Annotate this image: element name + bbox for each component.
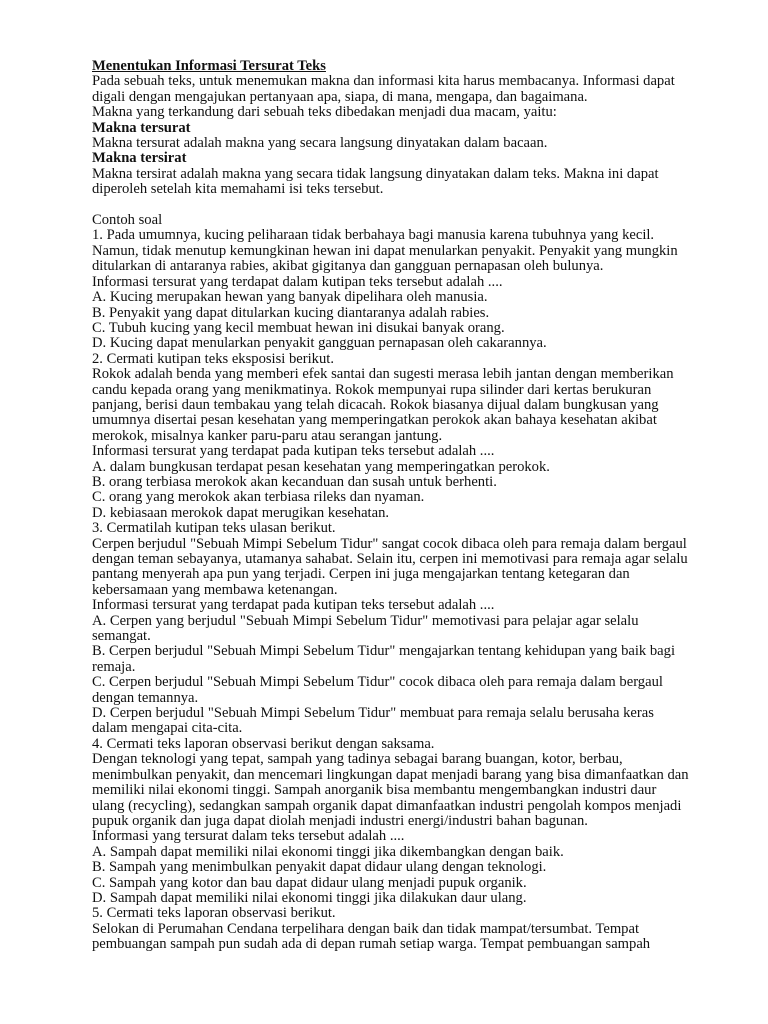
text-line: pupuk organik dan juga dapat diolah menjadi industri energi/industri bahan bagunan. [92,812,588,829]
text-line: B. Sampah yang menimbulkan penyakit dapat didaur ulang dengan teknologi. [92,859,547,876]
text-line: Namun, tidak menutup kemungkinan hewan ini dapat menularkan penyakit. Penyakit yang mungkin [92,242,678,259]
text-line: Makna tersurat adalah makna yang secara langsung dinyatakan dalam bacaan. [92,135,548,152]
text-line: B. Cerpen berjudul "Sebuah Mimpi Sebelum Tidur" mengajarkan tentang kehidupan yang baik bagi [92,643,675,660]
section-heading: Makna tersirat [92,150,187,167]
text-line: 2. Cermati kutipan teks eksposisi berikut. [92,350,334,367]
text-line: menimbulkan penyakit, dan mencemari lingkungan dapat menjadi barang yang bisa dimanfaatkan dan [92,766,689,783]
text-line: merokok, misalnya kanker paru-paru atau serangan jantung. [92,427,443,444]
text-line: diperoleh setelah kita memahami isi teks tersebut. [92,181,384,198]
text-line: Makna yang terkandung dari sebuah teks dibedakan menjadi dua macam, yaitu: [92,104,557,121]
text-line: panjang, berisi daun tembakau yang telah dicacah. Rokok biasanya dijual dalam bungkusan yang [92,396,659,413]
text-line: Informasi tersurat yang terdapat pada kutipan teks tersebut adalah .... [92,443,495,460]
section-heading: Makna tersurat [92,119,191,136]
text-line: C. Cerpen berjudul "Sebuah Mimpi Sebelum Tidur" cocok dibaca oleh para remaja dalam bergaul [92,674,663,691]
document-page [92,59,752,953]
text-line: dengan temannya. [92,689,199,706]
text-line: memiliki nilai ekonomi tinggi. Sampah anorganik bisa membantu mengembangkan industri daur [92,782,657,799]
text-line: ditularkan di antaranya rabies, akibat gigitanya dan gangguan pernapasan oleh bulunya. [92,258,604,275]
text-line: ulang (recycling), sedangkan sampah organik dapat dimanfaatkan industri pengolah kompos menjadi [92,797,682,814]
text-line: pembuangan sampah pun sudah ada di depan rumah setiap warga. Tempat pembuangan sampah [92,936,651,953]
text-line: B. orang terbiasa merokok akan kecanduan dan susah untuk berhenti. [92,473,497,490]
text-line: 5. Cermati teks laporan observasi berikut. [92,905,336,922]
text-line: C. Sampah yang kotor dan bau dapat didaur ulang menjadi pupuk organik. [92,874,527,891]
text-line: Rokok adalah benda yang memberi efek santai dan sugesti merasa lebih jantan dengan memberikan [92,366,674,383]
text-line: C. orang yang merokok akan terbiasa rileks dan nyaman. [92,489,425,506]
text-line: Selokan di Perumahan Cendana terpelihara dengan baik dan tidak mampat/tersumbat. Tempat [92,920,640,937]
text-line: A. dalam bungkusan terdapat pesan kesehatan yang memperingatkan perokok. [92,458,550,475]
text-line: A. Kucing merupakan hewan yang banyak dipelihara oleh manusia. [92,289,488,306]
text-line: Informasi tersurat yang terdapat dalam kutipan teks tersebut adalah .... [92,273,503,290]
document-title: Menentukan Informasi Tersurat Teks [92,58,326,74]
text-line: D. kebiasaan merokok dapat merugikan kesehatan. [92,504,390,521]
text-line: Pada sebuah teks, untuk menemukan makna dan informasi kita harus membacanya. Informasi dapat [92,73,675,90]
text-line: 1. Pada umumnya, kucing peliharaan tidak berbahaya bagi manusia karena tubuhnya yang kecil. [92,227,655,244]
text-line [92,198,752,213]
text-line: semangat. [92,628,151,645]
text-line: remaja. [92,658,136,675]
text-line: 4. Cermati teks laporan observasi berikut dengan saksama. [92,735,435,752]
text-line: 3. Cermatilah kutipan teks ulasan berikut. [92,520,336,537]
text-line: pantang menyerah apa pun yang terjadi. Cerpen ini juga mengajarkan tentang ketegaran dan [92,566,630,583]
text-line: Informasi yang tersurat dalam teks tersebut adalah .... [92,828,405,845]
text-line: D. Cerpen berjudul "Sebuah Mimpi Sebelum Tidur" membuat para remaja selalu berusaha keras [92,705,654,722]
text-line: kebersamaan yang membawa ketenangan. [92,581,338,598]
text-line: Cerpen berjudul "Sebuah Mimpi Sebelum Tidur" sangat cocok dibaca oleh para remaja dalam bergaul [92,535,687,552]
text-line: Dengan teknologi yang tepat, sampah yang tadinya sebagai barang buangan, kotor, berbau, [92,751,623,768]
text-line: D. Kucing dapat menularkan penyakit gangguan pernapasan oleh cakarannya. [92,335,547,352]
text-line: dengan teman sebayanya, utamanya sahabat. Selain itu, cerpen ini memotivasi para remaja agar selalu [92,551,688,567]
text-line: B. Penyakit yang dapat ditularkan kucing diantaranya adalah rabies. [92,304,490,321]
text-line: C. Tubuh kucing yang kecil membuat hewan ini disukai banyak orang. [92,319,505,336]
text-line: D. Sampah dapat memiliki nilai ekonomi tinggi jika dilakukan daur ulang. [92,889,527,906]
text-line: A. Cerpen yang berjudul "Sebuah Mimpi Sebelum Tidur" memotivasi para pelajar agar selalu [92,612,639,629]
text-line: Makna tersirat adalah makna yang secara tidak langsung dinyatakan dalam teks. Makna ini dapat [92,165,659,182]
text-line: candu kepada orang yang menikmatinya. Rokok mempunyai rupa silinder dari kertas berukuran [92,381,652,398]
text-line: Contoh soal [92,212,163,229]
text-line: dalam mengapai cita-cita. [92,720,243,737]
text-line: Informasi tersurat yang terdapat pada kutipan teks tersebut adalah .... [92,597,495,614]
text-line: digali dengan mengajukan pertanyaan apa, siapa, di mana, mengapa, dan bagaimana. [92,88,588,105]
text-line: A. Sampah dapat memiliki nilai ekonomi tinggi jika dikembangkan dengan baik. [92,843,564,860]
document-body [92,74,752,952]
text-line: umumnya disertai pesan kesehatan yang memperingatkan perokok akan bahaya kesehatan akibat [92,412,657,429]
